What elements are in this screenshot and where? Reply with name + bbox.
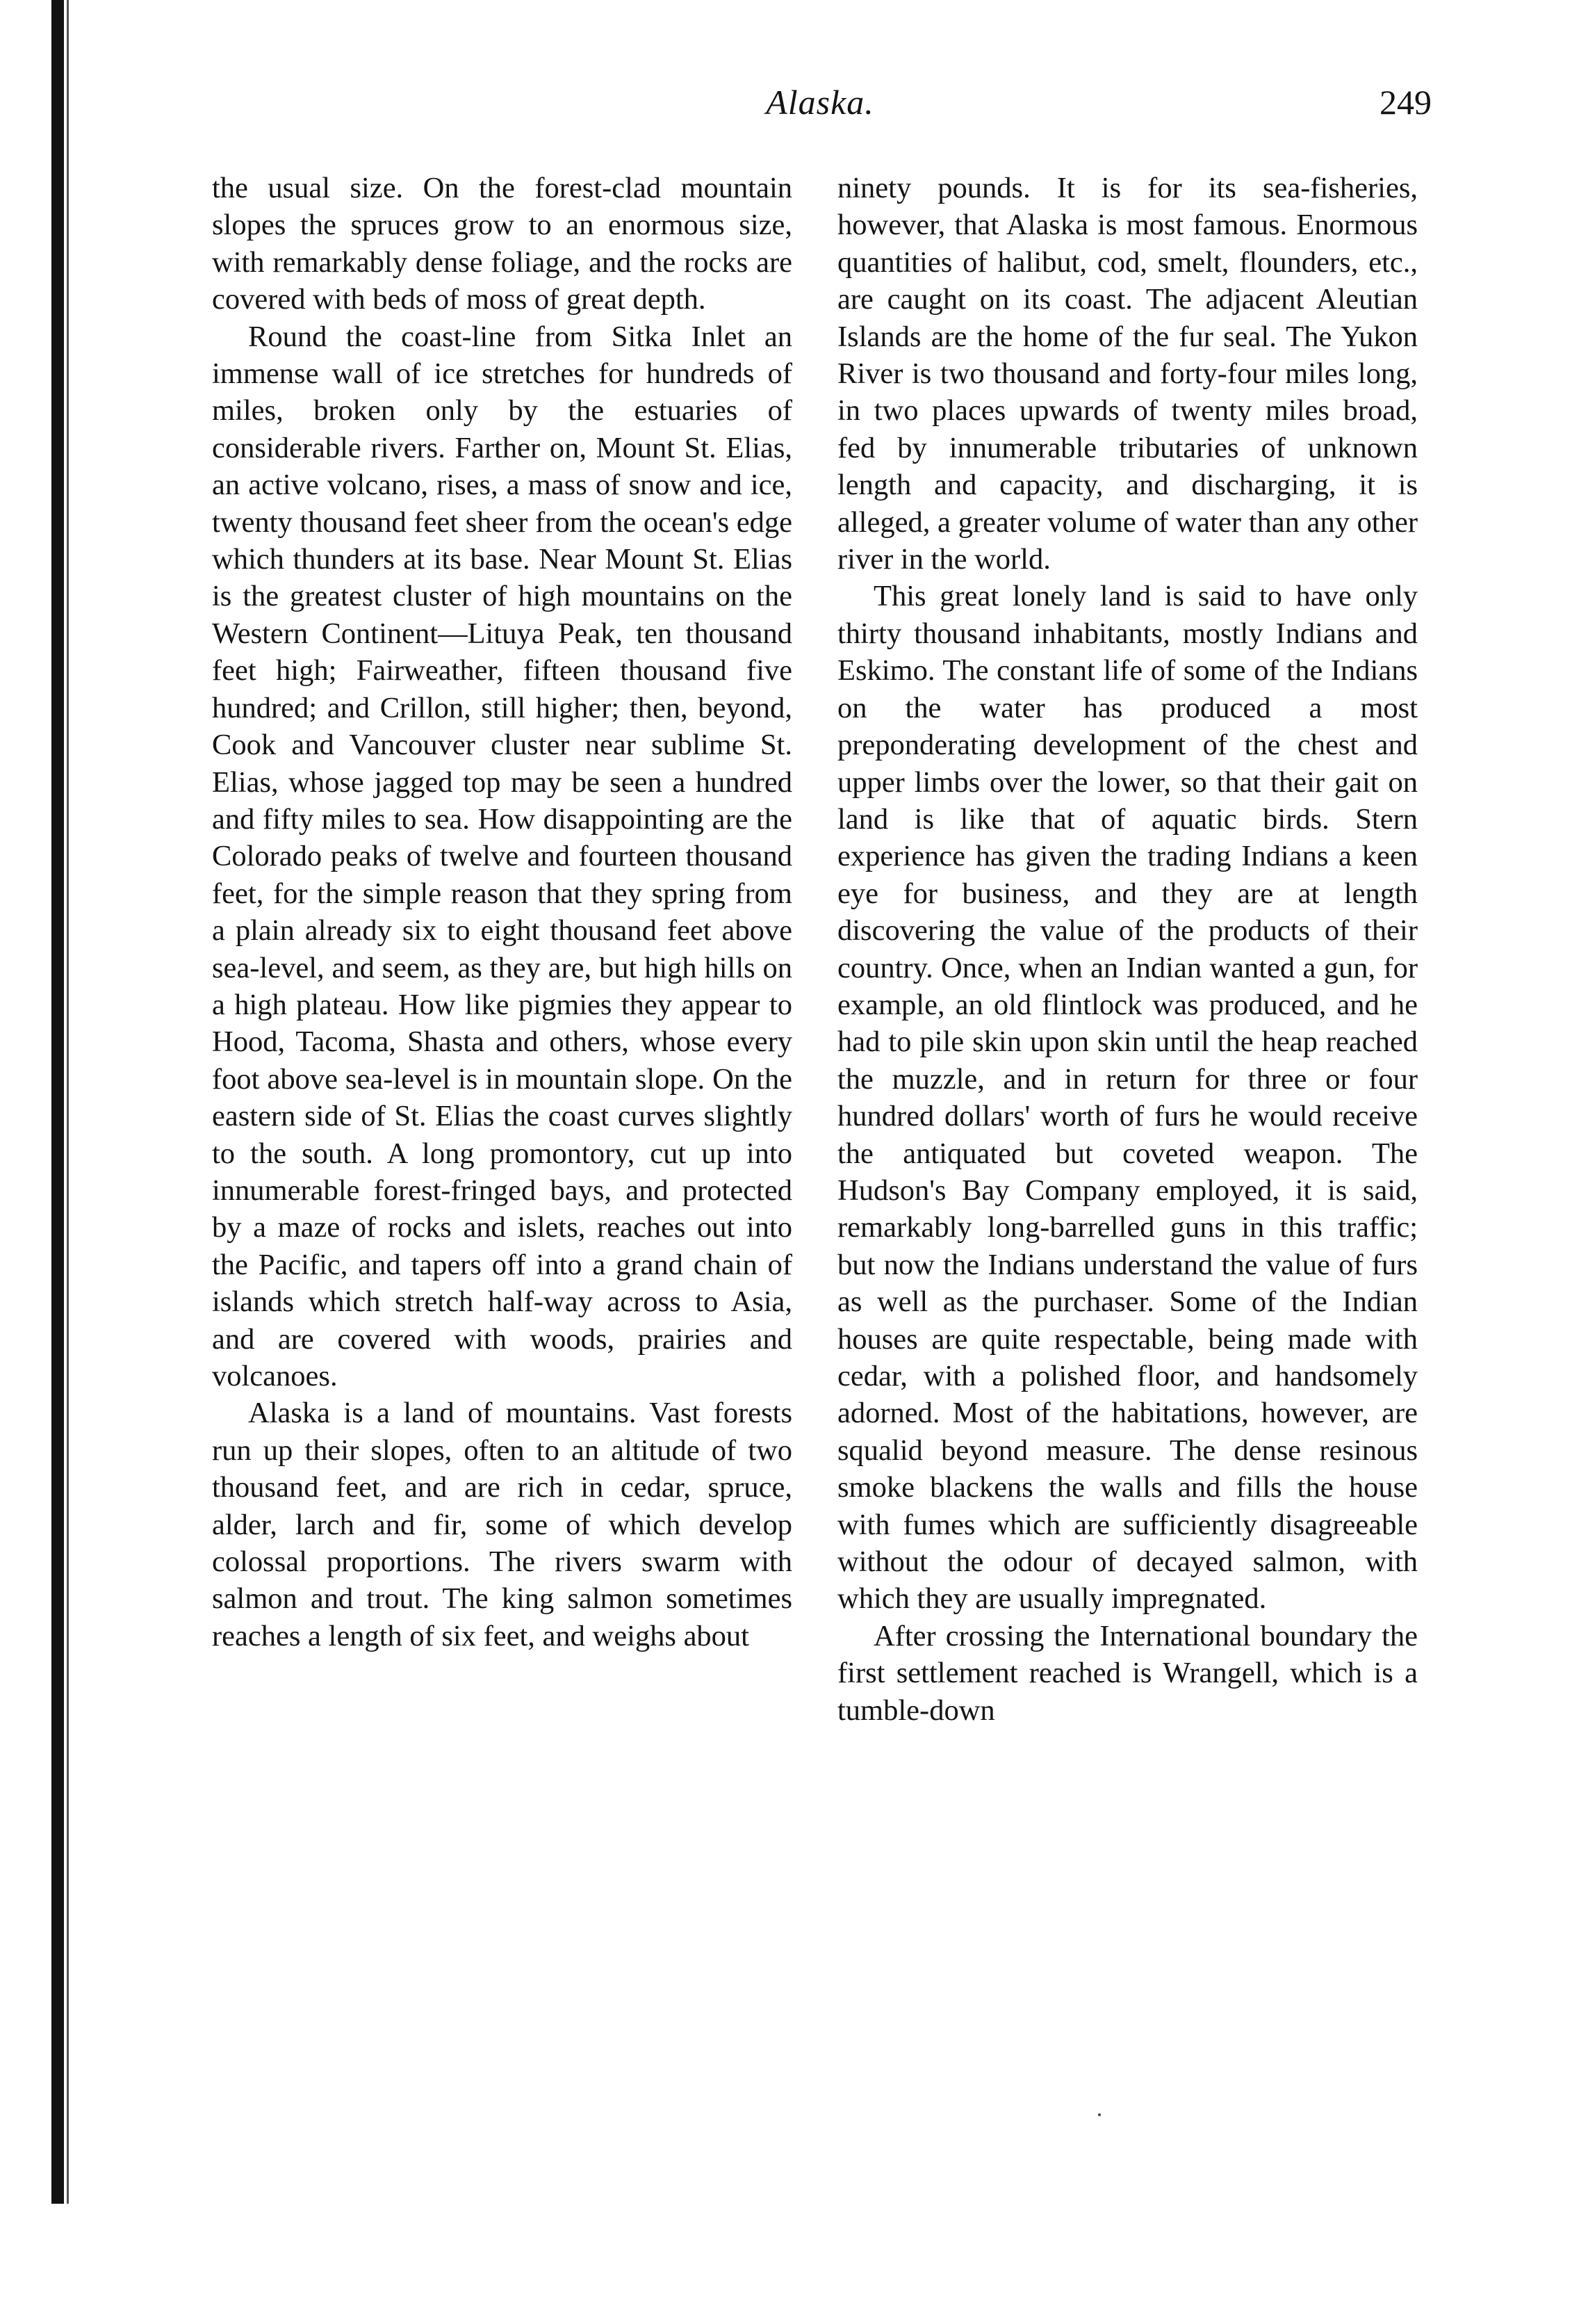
print-fleck <box>1098 2113 1101 2116</box>
right-paragraph-wrangell: After crossing the International boundary the first settlement reached is Wrangell, which is a tumble-down <box>837 1619 1418 1727</box>
right-paragraph-continued: ninety pounds. It is for its sea-fisheries, however, that Alaska is most famous. Enormous quantities of halibut, cod, smelt, flounders, etc., are caught on its coast. The adjacent Aleutian Islands are the home of the fur seal. The Yukon River is two thousand and forty-four miles long, in two places upwards of twenty miles broad, fed by innumerable tributaries of unknown length and capacity, and discharging, it is alleged, a greater volume of water than any other river in the world. <box>837 172 1418 576</box>
page-binding-line <box>67 0 69 2204</box>
page-number: 249 <box>1380 83 1432 122</box>
left-paragraph-coastline: Round the coast-line from Sitka Inlet an immense wall of ice stretches for hundreds of miles, broken only by the estuaries of considerable rivers. Farther on, Mount St. Elias, an active volcano, rises, a mass of snow and ice, twenty thousand feet sheer from the ocean's edge which thunders at its base. Near Mount St. Elias is the greatest cluster of high mountains on the Western Continent—Lituya Peak, ten thousand feet high; Fairweather, fifteen thousand five hundred; and Crillon, still higher; then, beyond, Cook and Vancouver cluster near sublime St. Elias, whose jagged top may be seen a hundred and fifty miles to sea. How disappointing are the Colorado peaks of twelve and fourteen thousand feet, for the simple reason that they spring from a plain already six to eight thousand feet above sea-level, and seem, as they are, but high hills on a high plateau. How like pigmies they appear to Hood, Tacoma, Shasta and others, whose every foot above sea-level is in mountain slope. On the eastern side of St. Elias the coast curves slightly to the south. A long promontory, cut up into innumerable forest-fringed bays, and protected by a maze of rocks and islets, reaches out into the Pacific, and tapers off into a grand chain of islands which stretch half-way across to Asia, and are covered with woods, prairies and volcanoes. <box>212 320 792 1392</box>
left-paragraph-continued: the usual size. On the forest-clad mountain slopes the spruces grow to an enormous size, with remarkably dense foliage, and the rocks are covered with beds of moss of great depth. <box>212 172 792 316</box>
left-paragraph-mountains: Alaska is a land of mountains. Vast forests run up their slopes, often to an altitude of two thousand feet, and are rich in cedar, spruce, alder, larch and fir, some of which develop colossal proportions. The rivers swarm with salmon and trout. The king salmon sometimes reaches a length of six feet, and weighs about <box>212 1397 792 1652</box>
page-binding-edge <box>51 0 64 2204</box>
left-column <box>212 170 792 1655</box>
running-head <box>202 82 1439 145</box>
right-column <box>837 170 1418 1729</box>
right-paragraph-inhabitants: This great lonely land is said to have only thirty thousand inhabitants, mostly Indians and Eskimo. The constant life of some of the Indians on the water has produced a most preponderating development of the chest and upper limbs over the lower, so that their gait on land is like that of aquatic birds. Stern experience has given the trading Indians a keen eye for business, and they are at length discovering the value of the products of their country. Once, when an Indian wanted a gun, for example, an old flintlock was produced, and he had to pile skin upon skin until the heap reached the muzzle, and in return for three or four hundred dollars' worth of furs he would receive the antiquated but coveted weapon. The Hudson's Bay Company employed, it is said, remarkably long-barrelled guns in this traffic; but now the Indians understand the value of furs as well as the purchaser. Some of the Indian houses are quite respectable, being made with cedar, with a polished floor, and handsomely adorned. Most of the habitations, however, are squalid beyond measure. The dense resinous smoke blackens the walls and fills the house with fumes which are sufficiently disagreeable without the odour of decayed salmon, with which they are usually impregnated. <box>837 580 1418 1616</box>
running-title: Alaska. <box>766 83 874 122</box>
